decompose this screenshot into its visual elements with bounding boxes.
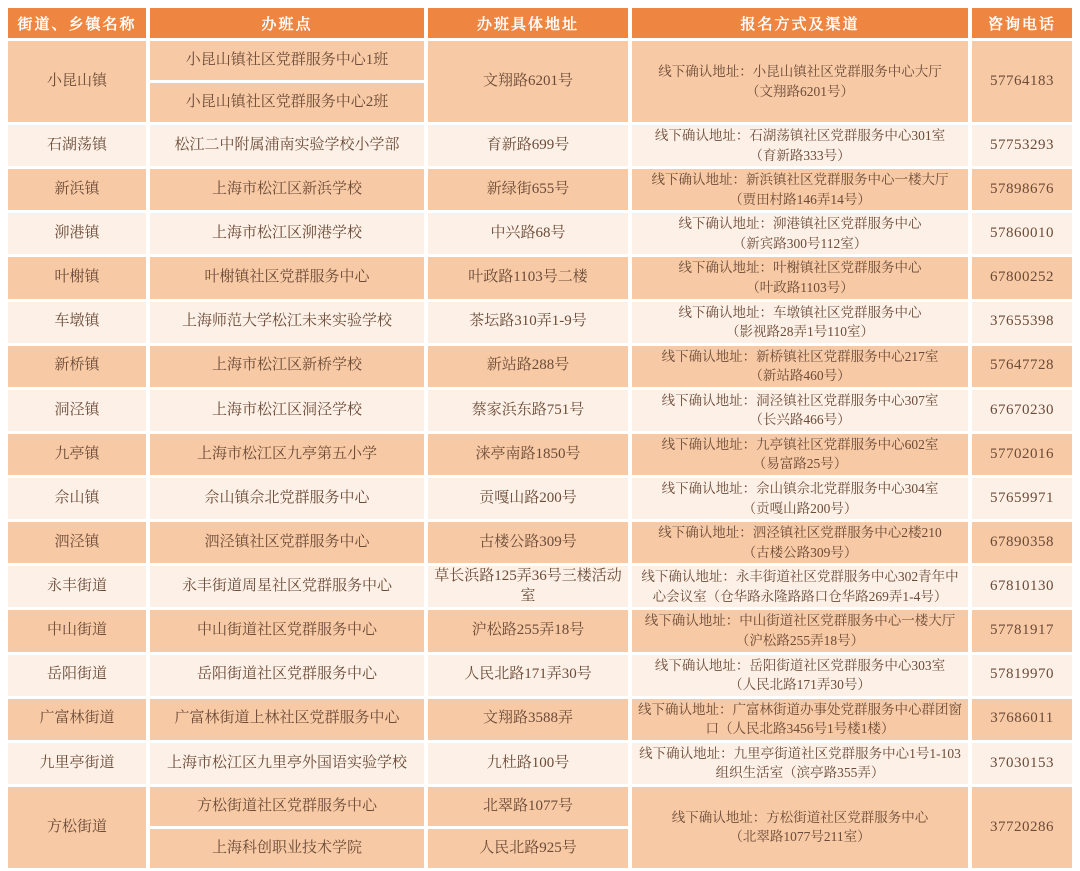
- town-cell: 石湖荡镇: [8, 125, 146, 166]
- town-cell: 九亭镇: [8, 434, 146, 475]
- registration-cell: 线下确认地址：小昆山镇社区党群服务中心大厅 （文翔路6201号）: [632, 41, 968, 122]
- town-cell: 小昆山镇: [8, 41, 146, 122]
- registration-cell: 线下确认地址：新浜镇社区党群服务中心一楼大厅 （贾田村路146弄14号）: [632, 169, 968, 210]
- header-site: 办班点: [150, 8, 424, 38]
- address-cell: 古楼公路309号: [428, 522, 628, 563]
- table-row: [8, 257, 1072, 298]
- site-cell: 方松街道社区党群服务中心: [150, 787, 424, 826]
- registration-cell: 线下确认地址：叶榭镇社区党群服务中心 （叶政路1103号）: [632, 257, 968, 298]
- phone-cell: 57702016: [972, 434, 1072, 475]
- site-cell: 上海师范大学松江未来实验学校: [150, 302, 424, 343]
- site-cell: 上海市松江区九亭第五小学: [150, 434, 424, 475]
- address-cell: 人民北路171弄30号: [428, 655, 628, 696]
- registration-cell: 线下确认地址：泖港镇社区党群服务中心 （新宾路300号112室）: [632, 213, 968, 254]
- site-cell: 上海科创职业技术学院: [150, 829, 424, 868]
- registration-cell: 线下确认地址：方松街道社区党群服务中心 （北翠路1077号211室）: [632, 787, 968, 868]
- address-cell: 新站路288号: [428, 346, 628, 387]
- address-cell: 蔡家浜东路751号: [428, 390, 628, 431]
- table-row: [8, 610, 1072, 651]
- phone-cell: 57764183: [972, 41, 1072, 122]
- site-cell: 广富林街道上林社区党群服务中心: [150, 699, 424, 740]
- site-cell: 上海市松江区泖港学校: [150, 213, 424, 254]
- site-cell: 松江二中附属浦南实验学校小学部: [150, 125, 424, 166]
- table-row: [8, 346, 1072, 387]
- site-cell: 永丰街道周星社区党群服务中心: [150, 566, 424, 607]
- table-row: [8, 434, 1072, 475]
- registration-cell: 线下确认地址：新桥镇社区党群服务中心217室 （新站路460号）: [632, 346, 968, 387]
- table-row: [8, 522, 1072, 563]
- site-cell: 岳阳街道社区党群服务中心: [150, 655, 424, 696]
- town-cell: 九里亭街道: [8, 743, 146, 784]
- address-cell: 涞亭南路1850号: [428, 434, 628, 475]
- registration-cell: 线下确认地址：广富林街道办事处党群服务中心群团窗 口（人民北路3456号1号楼1楼）: [632, 699, 968, 740]
- header-town: 街道、乡镇名称: [8, 8, 146, 38]
- address-cell: 茶坛路310弄1-9号: [428, 302, 628, 343]
- town-cell: 中山街道: [8, 610, 146, 651]
- table-row: [8, 390, 1072, 431]
- phone-cell: 37030153: [972, 743, 1072, 784]
- registration-cell: 线下确认地址：九里亭街道社区党群服务中心1号1-103 组织生活室（滨亭路355弄）: [632, 743, 968, 784]
- table-row: [8, 302, 1072, 343]
- registration-cell: 线下确认地址：泗泾镇社区党群服务中心2楼210 （古楼公路309号）: [632, 522, 968, 563]
- phone-cell: 37655398: [972, 302, 1072, 343]
- town-cell: 方松街道: [8, 787, 146, 868]
- registration-cell: 线下确认地址：佘山镇佘北党群服务中心304室 （贡嘎山路200号）: [632, 478, 968, 519]
- table-row: [8, 169, 1072, 210]
- phone-cell: 67670230: [972, 390, 1072, 431]
- phone-cell: 67810130: [972, 566, 1072, 607]
- town-cell: 叶榭镇: [8, 257, 146, 298]
- phone-cell: 37720286: [972, 787, 1072, 868]
- town-cell: 新桥镇: [8, 346, 146, 387]
- town-cell: 泗泾镇: [8, 522, 146, 563]
- town-cell: 新浜镇: [8, 169, 146, 210]
- header-address: 办班具体地址: [428, 8, 628, 38]
- town-cell: 佘山镇: [8, 478, 146, 519]
- address-cell: 北翠路1077号: [428, 787, 628, 826]
- site-cell: 泗泾镇社区党群服务中心: [150, 522, 424, 563]
- table-row: [8, 566, 1072, 607]
- site-cell: 上海市松江区九里亭外国语实验学校: [150, 743, 424, 784]
- address-cell: 文翔路6201号: [428, 41, 628, 122]
- town-cell: 泖港镇: [8, 213, 146, 254]
- signup-locations-table: [4, 5, 1076, 871]
- site-cell: 叶榭镇社区党群服务中心: [150, 257, 424, 298]
- phone-cell: 57753293: [972, 125, 1072, 166]
- registration-cell: 线下确认地址：九亭镇社区党群服务中心602室 （易富路25号）: [632, 434, 968, 475]
- town-cell: 广富林街道: [8, 699, 146, 740]
- address-cell: 新绿街655号: [428, 169, 628, 210]
- address-cell: 人民北路925号: [428, 829, 628, 868]
- table-row: [8, 478, 1072, 519]
- registration-cell: 线下确认地址：石湖荡镇社区党群服务中心301室 （育新路333号）: [632, 125, 968, 166]
- header-registration: 报名方式及渠道: [632, 8, 968, 38]
- town-cell: 洞泾镇: [8, 390, 146, 431]
- phone-cell: 57659971: [972, 478, 1072, 519]
- site-cell: 小昆山镇社区党群服务中心1班: [150, 41, 424, 80]
- address-cell: 九杜路100号: [428, 743, 628, 784]
- header-phone: 咨询电话: [972, 8, 1072, 38]
- registration-cell: 线下确认地址：中山街道社区党群服务中心一楼大厅 （沪松路255弄18号）: [632, 610, 968, 651]
- table-row: [8, 125, 1072, 166]
- site-cell: 佘山镇佘北党群服务中心: [150, 478, 424, 519]
- table-row: [8, 655, 1072, 696]
- address-cell: 草长浜路125弄36号三楼活动室: [428, 566, 628, 607]
- registration-cell: 线下确认地址：洞泾镇社区党群服务中心307室 （长兴路466号）: [632, 390, 968, 431]
- address-cell: 叶政路1103号二楼: [428, 257, 628, 298]
- registration-cell: 线下确认地址：岳阳街道社区党群服务中心303室 （人民北路171弄30号）: [632, 655, 968, 696]
- table-row: [8, 743, 1072, 784]
- phone-cell: 57819970: [972, 655, 1072, 696]
- town-cell: 岳阳街道: [8, 655, 146, 696]
- header-row: [8, 8, 1072, 38]
- table-row: [8, 787, 1072, 826]
- address-cell: 中兴路68号: [428, 213, 628, 254]
- site-cell: 上海市松江区新浜学校: [150, 169, 424, 210]
- registration-cell: 线下确认地址：永丰街道社区党群服务中心302青年中 心会议室（仓华路永隆路路口仓华路269弄1-4号）: [632, 566, 968, 607]
- address-cell: 贡嘎山路200号: [428, 478, 628, 519]
- phone-cell: 37686011: [972, 699, 1072, 740]
- phone-cell: 57781917: [972, 610, 1072, 651]
- address-cell: 文翔路3588弄: [428, 699, 628, 740]
- registration-cell: 线下确认地址：车墩镇社区党群服务中心 （影视路28弄1号110室）: [632, 302, 968, 343]
- phone-cell: 57898676: [972, 169, 1072, 210]
- site-cell: 小昆山镇社区党群服务中心2班: [150, 83, 424, 122]
- site-cell: 上海市松江区新桥学校: [150, 346, 424, 387]
- address-cell: 育新路699号: [428, 125, 628, 166]
- table-row: [8, 213, 1072, 254]
- town-cell: 车墩镇: [8, 302, 146, 343]
- phone-cell: 67800252: [972, 257, 1072, 298]
- table-row: [8, 699, 1072, 740]
- site-cell: 中山街道社区党群服务中心: [150, 610, 424, 651]
- site-cell: 上海市松江区洞泾学校: [150, 390, 424, 431]
- phone-cell: 57860010: [972, 213, 1072, 254]
- town-cell: 永丰街道: [8, 566, 146, 607]
- phone-cell: 67890358: [972, 522, 1072, 563]
- address-cell: 沪松路255弄18号: [428, 610, 628, 651]
- phone-cell: 57647728: [972, 346, 1072, 387]
- table-row: [8, 41, 1072, 80]
